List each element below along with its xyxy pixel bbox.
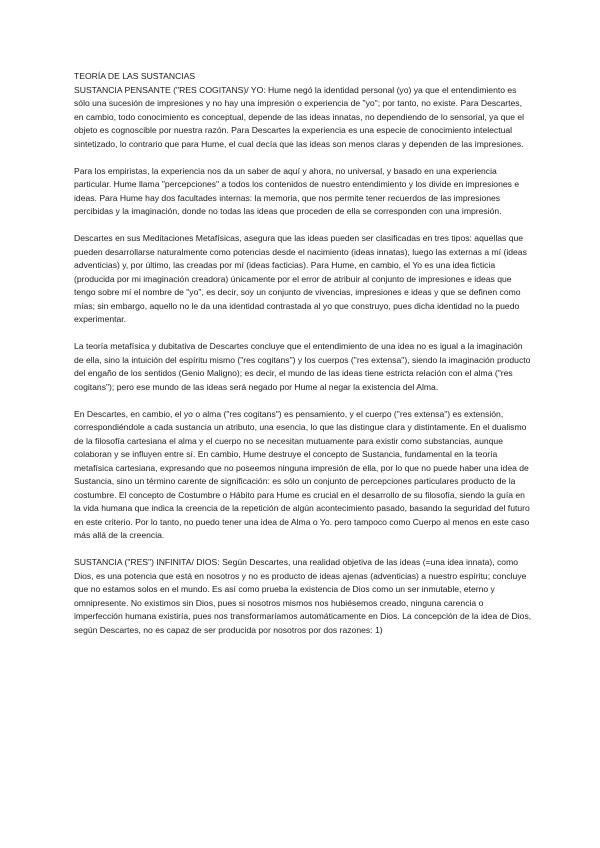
document-body <box>74 70 532 651</box>
document-title: TEORÍA DE LAS SUSTANCIAS <box>74 71 196 81</box>
paragraph-res-cogitans: SUSTANCIA PENSANTE ("RES COGITANS)/ YO: Hume negó la identidad personal (yo) ya que el entendimiento es sólo una sucesión de impresiones y no hay una impresión o experiencia de "yo"; por tanto, no existe. Para Descartes, en cambio, todo conocimiento es conceptual, depende de las ideas innatas, no dependiendo de lo sensorial, ya que el objeto es cognoscible por nuestra razón. Para Descartes la experiencia es una especie de conocimiento intelectual sintetizado, lo contrario que para Hume, el cual decía que las ideas son menos claras y dependen de las impresiones. <box>74 84 525 149</box>
paragraph-empiristas: Para los empiristas, la experiencia nos da un saber de aquí y ahora, no universal, y basado en una experiencia particular. Hume llama "percepciones" a todos los contenidos de nuestro entendimiento y los divide en impresiones e ideas. Para Hume hay dos facultades internas: la memoria, que nos permite tener recuerdos de las impresiones percibidas y la imaginación, donde no todas las ideas que proceden de ella se corresponden con una impresión. <box>74 165 520 216</box>
paragraph-sustancia-infinita: SUSTANCIA ("RES") INFINITA/ DIOS: Según Descartes, una realidad objetiva de las ideas (=una idea innata), como Dios, es una potencia que está en nosotros y no es producto de ideas ajenas (adventicias) a nuestro espíritu; concluye que no estamos solos en el mundo. Es así como prueba la existencia de Dios como un ser inmutable, eterno y omnipresente. No existimos sin Dios, pues si nosotros mismos nos hubiésemos creado, ninguna carencia o imperfección humana existiría, pues nos transformaríamos automáticamente en Dios. La concepción de la idea de Dios, según Descartes, no es capaz de ser producida por nosotros por dos razones: 1) <box>74 557 532 635</box>
paragraph-teoria-metafisica: La teoría metafísica y dubitativa de Descartes concluye que el entendimiento de una idea no es igual a la imaginación de ella, sino la intuición del espíritu mismo ("res cogitans") y los cuerpos ("res extensa"), siendo la imaginación producto del engaño de los sentidos (Genio Maligno); es decir, el mundo de las ideas tiene estricta relación con el alma ("res cogitans"); pero ese mundo de las ideas será negado por Hume al negar la existencia del Alma. <box>74 341 531 392</box>
paragraph-meditaciones: Descartes en sus Meditaciones Metafísicas, asegura que las ideas pueden ser clasificadas en tres tipos: aquellas que pueden desarrollarse naturalmente como potencias desde el nacimiento (ideas innatas), luego las externas a mí (ideas adventicias) y, por último, las creadas por mí (ideas facticias). Para Hume, en cambio, el Yo es una idea ficticia (producida por mi imaginación creadora) únicamente por el error de atribuir al conjunto de impresiones e ideas que tengo sobre mí el nombre de "yo", es decir, soy un conjunto de vivencias, impresiones e ideas y que se definen como mías; sin embargo, aquello no le da una identidad contrastada al yo que construyo, pues dicha identidad no la puedo experimentar. <box>74 233 527 324</box>
paragraph-dualismo: En Descartes, en cambio, el yo o alma ("res cogitans") es pensamiento, y el cuerpo ("res extensa") es extensión, correspondiéndole a cada sustancia un atributo, una esencia, lo que las distingue clara y distintamente. En el dualismo de la filosofía cartesiana el alma y el cuerpo no se necesitan mutuamente para existir como substancias, aunque colaboran y se influyen entre sí. En cambio, Hume destruye el concepto de Sustancia, fundamental en la teoría metafísica cartesiana, expresando que no poseemos ninguna impresión de ella, por lo que no puede haber una idea de Sustancia, sino un término carente de significación: es sólo un conjunto de percepciones particulares producto de la costumbre. El concepto de Costumbre o Hábito para Hume es crucial en el desarrollo de su filosofía, siendo la guía en la vida humana que indica la creencia de la repetición de algún acontecimiento pasado, basando la seguridad del futuro en este criterio. Por lo tanto, no puedo tener una idea de Alma o Yo. pero tampoco como Cuerpo al menos en este caso más allá de la creencia. <box>74 408 530 540</box>
